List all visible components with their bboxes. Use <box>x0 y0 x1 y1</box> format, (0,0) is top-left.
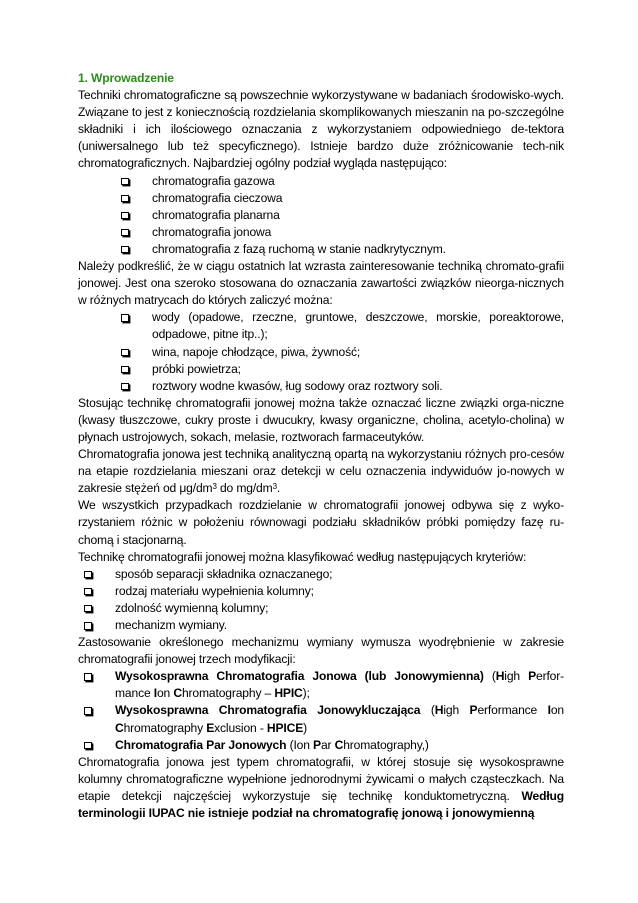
chromatography-types-list <box>78 173 564 258</box>
square-bullet-icon <box>84 742 92 750</box>
criteria-list <box>78 566 564 634</box>
square-bullet-icon <box>121 229 129 237</box>
list-item: chromatografia z fazą ruchomą w stanie nadkrytycznym. <box>78 241 564 258</box>
intro-paragraph: Techniki chromatograficzne są powszechnie wykorzystywane w badaniach środowisko-wych. Związane to jest z koniecznością rozdzielania skomplikowanych mieszanin na po-szczególne składniki i ich ilościowego oznaczania z wykorzystaniem odpowiedniego de-tektora (uniwersalnego lub też specyficznego). Istnieje bardzo duże zróżnicowanie tech-nik chromatograficznych. Najbardziej ogólny podział wygląda następująco: <box>78 88 564 171</box>
square-bullet-icon <box>121 212 129 220</box>
list-item: mechanizm wymiany. <box>78 617 564 634</box>
list-item-hpice: Wysokosprawna Chromatografia Jonowykluczająca (High Performance Ion Chromatography Exclusion - HPICE) <box>78 702 564 736</box>
list-item: chromatografia cieczowa <box>78 190 564 207</box>
list-item: chromatografia planarna <box>78 207 564 224</box>
closing-paragraph: Chromatografia jonowa jest typem chromatografii, w której stosuje się wysokosprawne kolumny chromatograficzne wypełnione jednorodnymi żywicami o małych cząsteczkach. Na etapie detekcji najczęściej wykorzystuje się technikę konduktometryczną. Według terminologii IUPAC nie istnieje podział na chromatografię jonową i jonowymienną <box>78 754 564 821</box>
definition-paragraph: Chromatografia jonowa jest techniką analityczną opartą na wykorzystaniu różnych pro-cesów na etapie rozdzielania mieszani oraz detekcji w celu oznaczenia indywiduów jo-nowych w zakresie stężeń od $\mu g/dm^3$ do $mg/dm^3$. <box>78 447 564 496</box>
square-bullet-icon <box>121 178 129 186</box>
square-bullet-icon <box>84 673 92 681</box>
modifications-list <box>78 668 564 753</box>
square-bullet-icon <box>121 383 129 391</box>
section-heading: 1. Wprowadzenie <box>78 71 174 85</box>
list-item-ion-pair: Chromatografia Par Jonowych (Ion Par Chromatography,) <box>78 737 564 754</box>
modifications-intro: Zastosowanie określonego mechanizmu wymiany wymusza wyodrębnienie w zakresie chromatografii jonowej trzech modyfikacji: <box>78 635 564 667</box>
list-item: sposób separacji składnika oznaczanego; <box>78 566 564 583</box>
matrices-list <box>78 309 564 394</box>
separation-paragraph: We wszystkich przypadkach rozdzielanie w chromatografii jonowej odbywa się z wyko-rzystaniem różnic w położeniu równowagi podziału składników próbki pomiędzy fazę ru-chomą i stacjonarną. <box>78 498 564 547</box>
list-item: chromatografia gazowa <box>78 173 564 190</box>
square-bullet-icon <box>84 588 92 596</box>
list-item: zdolność wymienną kolumny; <box>78 600 564 617</box>
square-bullet-icon <box>121 195 129 203</box>
list-item: wina, napoje chłodzące, piwa, żywność; <box>78 344 564 361</box>
document-page <box>78 70 564 822</box>
list-item: roztwory wodne kwasów, ług sodowy oraz roztwory soli. <box>78 378 564 395</box>
list-item: rodzaj materiału wypełnienia kolumny; <box>78 583 564 600</box>
square-bullet-icon <box>121 366 129 374</box>
organic-compounds-paragraph: Stosując technikę chromatografii jonowej można także oznaczać liczne związki orga-niczne (kwasy tłuszczowe, cukry proste i dwucukry, kwasy organiczne, cholina, acetylo-cholina) w płynach ustrojowych, sokach, melasie, roztworach farmaceutyków. <box>78 395 564 444</box>
square-bullet-icon <box>121 246 129 254</box>
square-bullet-icon <box>84 622 92 630</box>
list-item: próbki powietrza; <box>78 361 564 378</box>
square-bullet-icon <box>84 571 92 579</box>
square-bullet-icon <box>84 605 92 613</box>
square-bullet-icon <box>121 349 129 357</box>
list-item: wody (opadowe, rzeczne, gruntowe, deszczowe, morskie, poreaktorowe, odpadowe, pitne itp..); <box>78 309 564 343</box>
list-item-hpic: Wysokosprawna Chromatografia Jonowa (lub Jonowymienna) (High Perfor-mance Ion Chromatography – HPIC); <box>78 668 564 702</box>
ion-chromatography-paragraph: Należy podkreślić, że w ciągu ostatnich lat wzrasta zainteresowanie techniką chromato-grafii jonowej. Jest ona szeroko stosowana do oznaczania zawartości związków nieorga-nicznych w różnych matrycach do których zaliczyć można: <box>78 259 564 308</box>
square-bullet-icon <box>84 707 92 715</box>
classification-intro: Technikę chromatografii jonowej można klasyfikować według następujących kryteriów: <box>78 549 527 564</box>
list-item: chromatografia jonowa <box>78 224 564 241</box>
square-bullet-icon <box>121 314 129 322</box>
